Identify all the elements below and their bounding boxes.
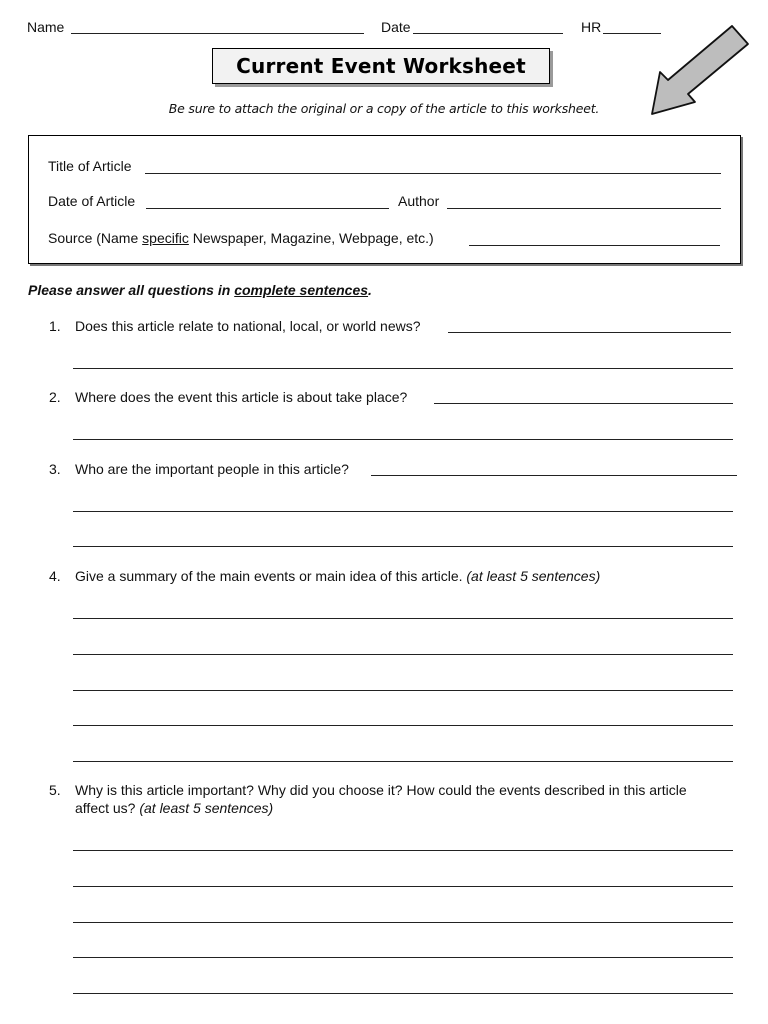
question-4-text — [75, 567, 600, 585]
article-title-line[interactable] — [145, 173, 721, 174]
question-5-hint: (at least 5 sentences) — [139, 800, 274, 816]
answer-4-line-2[interactable] — [73, 654, 733, 655]
question-1-number: 1. — [49, 318, 61, 334]
answer-1-line-1[interactable] — [73, 368, 733, 369]
source-line[interactable] — [469, 245, 720, 246]
question-3-number: 3. — [49, 461, 61, 477]
answer-5-line-4[interactable] — [73, 957, 733, 958]
worksheet-title-box — [212, 48, 550, 84]
answer-4-line-5[interactable] — [73, 761, 733, 762]
source-label-post: Newspaper, Magazine, Webpage, etc.) — [188, 230, 434, 246]
article-title-label: Title of Article — [48, 158, 132, 174]
name-label: Name — [27, 19, 65, 35]
answer-3-line-inline[interactable] — [371, 475, 737, 476]
answer-2-line-inline[interactable] — [434, 403, 733, 404]
question-4-number: 4. — [49, 568, 61, 584]
answer-4-line-3[interactable] — [73, 690, 733, 691]
article-date-line[interactable] — [146, 208, 389, 209]
question-4-main: Give a summary of the main events or main idea of this article. — [75, 568, 467, 584]
article-date-label: Date of Article — [48, 193, 136, 209]
answer-5-line-2[interactable] — [73, 886, 733, 887]
answer-3-line-2[interactable] — [73, 546, 733, 547]
instructions — [28, 282, 372, 298]
instructions-pre: Please answer all questions in — [28, 282, 235, 298]
answer-2-line-1[interactable] — [73, 439, 733, 440]
page-title: Current Event Worksheet — [236, 54, 526, 78]
name-line[interactable] — [71, 33, 364, 34]
question-5-text — [75, 781, 715, 817]
date-label: Date — [381, 19, 411, 35]
question-1-text: Does this article relate to national, local, or world news? — [75, 318, 421, 334]
question-3-text: Who are the important people in this article? — [75, 461, 349, 477]
instructions-emphasis: complete sentences — [234, 282, 369, 298]
answer-5-line-5[interactable] — [73, 993, 733, 994]
source-label — [48, 230, 434, 246]
answer-4-line-1[interactable] — [73, 618, 733, 619]
source-label-pre: Source (Name — [48, 230, 143, 246]
question-2-text: Where does the event this article is about take place? — [75, 389, 408, 405]
author-label: Author — [398, 193, 440, 209]
source-label-specific: specific — [142, 230, 189, 246]
answer-3-line-1[interactable] — [73, 511, 733, 512]
author-line[interactable] — [447, 208, 721, 209]
question-4-hint: (at least 5 sentences) — [466, 568, 601, 584]
answer-5-line-1[interactable] — [73, 850, 733, 851]
answer-1-line-inline[interactable] — [448, 332, 731, 333]
question-5-main: Why is this article important? Why did you choose it? How could the events described in this article affect us? — [75, 782, 687, 816]
question-5-number: 5. — [49, 782, 61, 798]
instructions-post: . — [368, 282, 372, 298]
answer-4-line-4[interactable] — [73, 725, 733, 726]
question-2-number: 2. — [49, 389, 61, 405]
answer-5-line-3[interactable] — [73, 922, 733, 923]
subtitle-note: Be sure to attach the original or a copy of the article to this worksheet. — [168, 101, 600, 116]
article-info-box — [28, 135, 741, 264]
hr-label: HR — [581, 19, 602, 35]
date-line[interactable] — [413, 33, 563, 34]
